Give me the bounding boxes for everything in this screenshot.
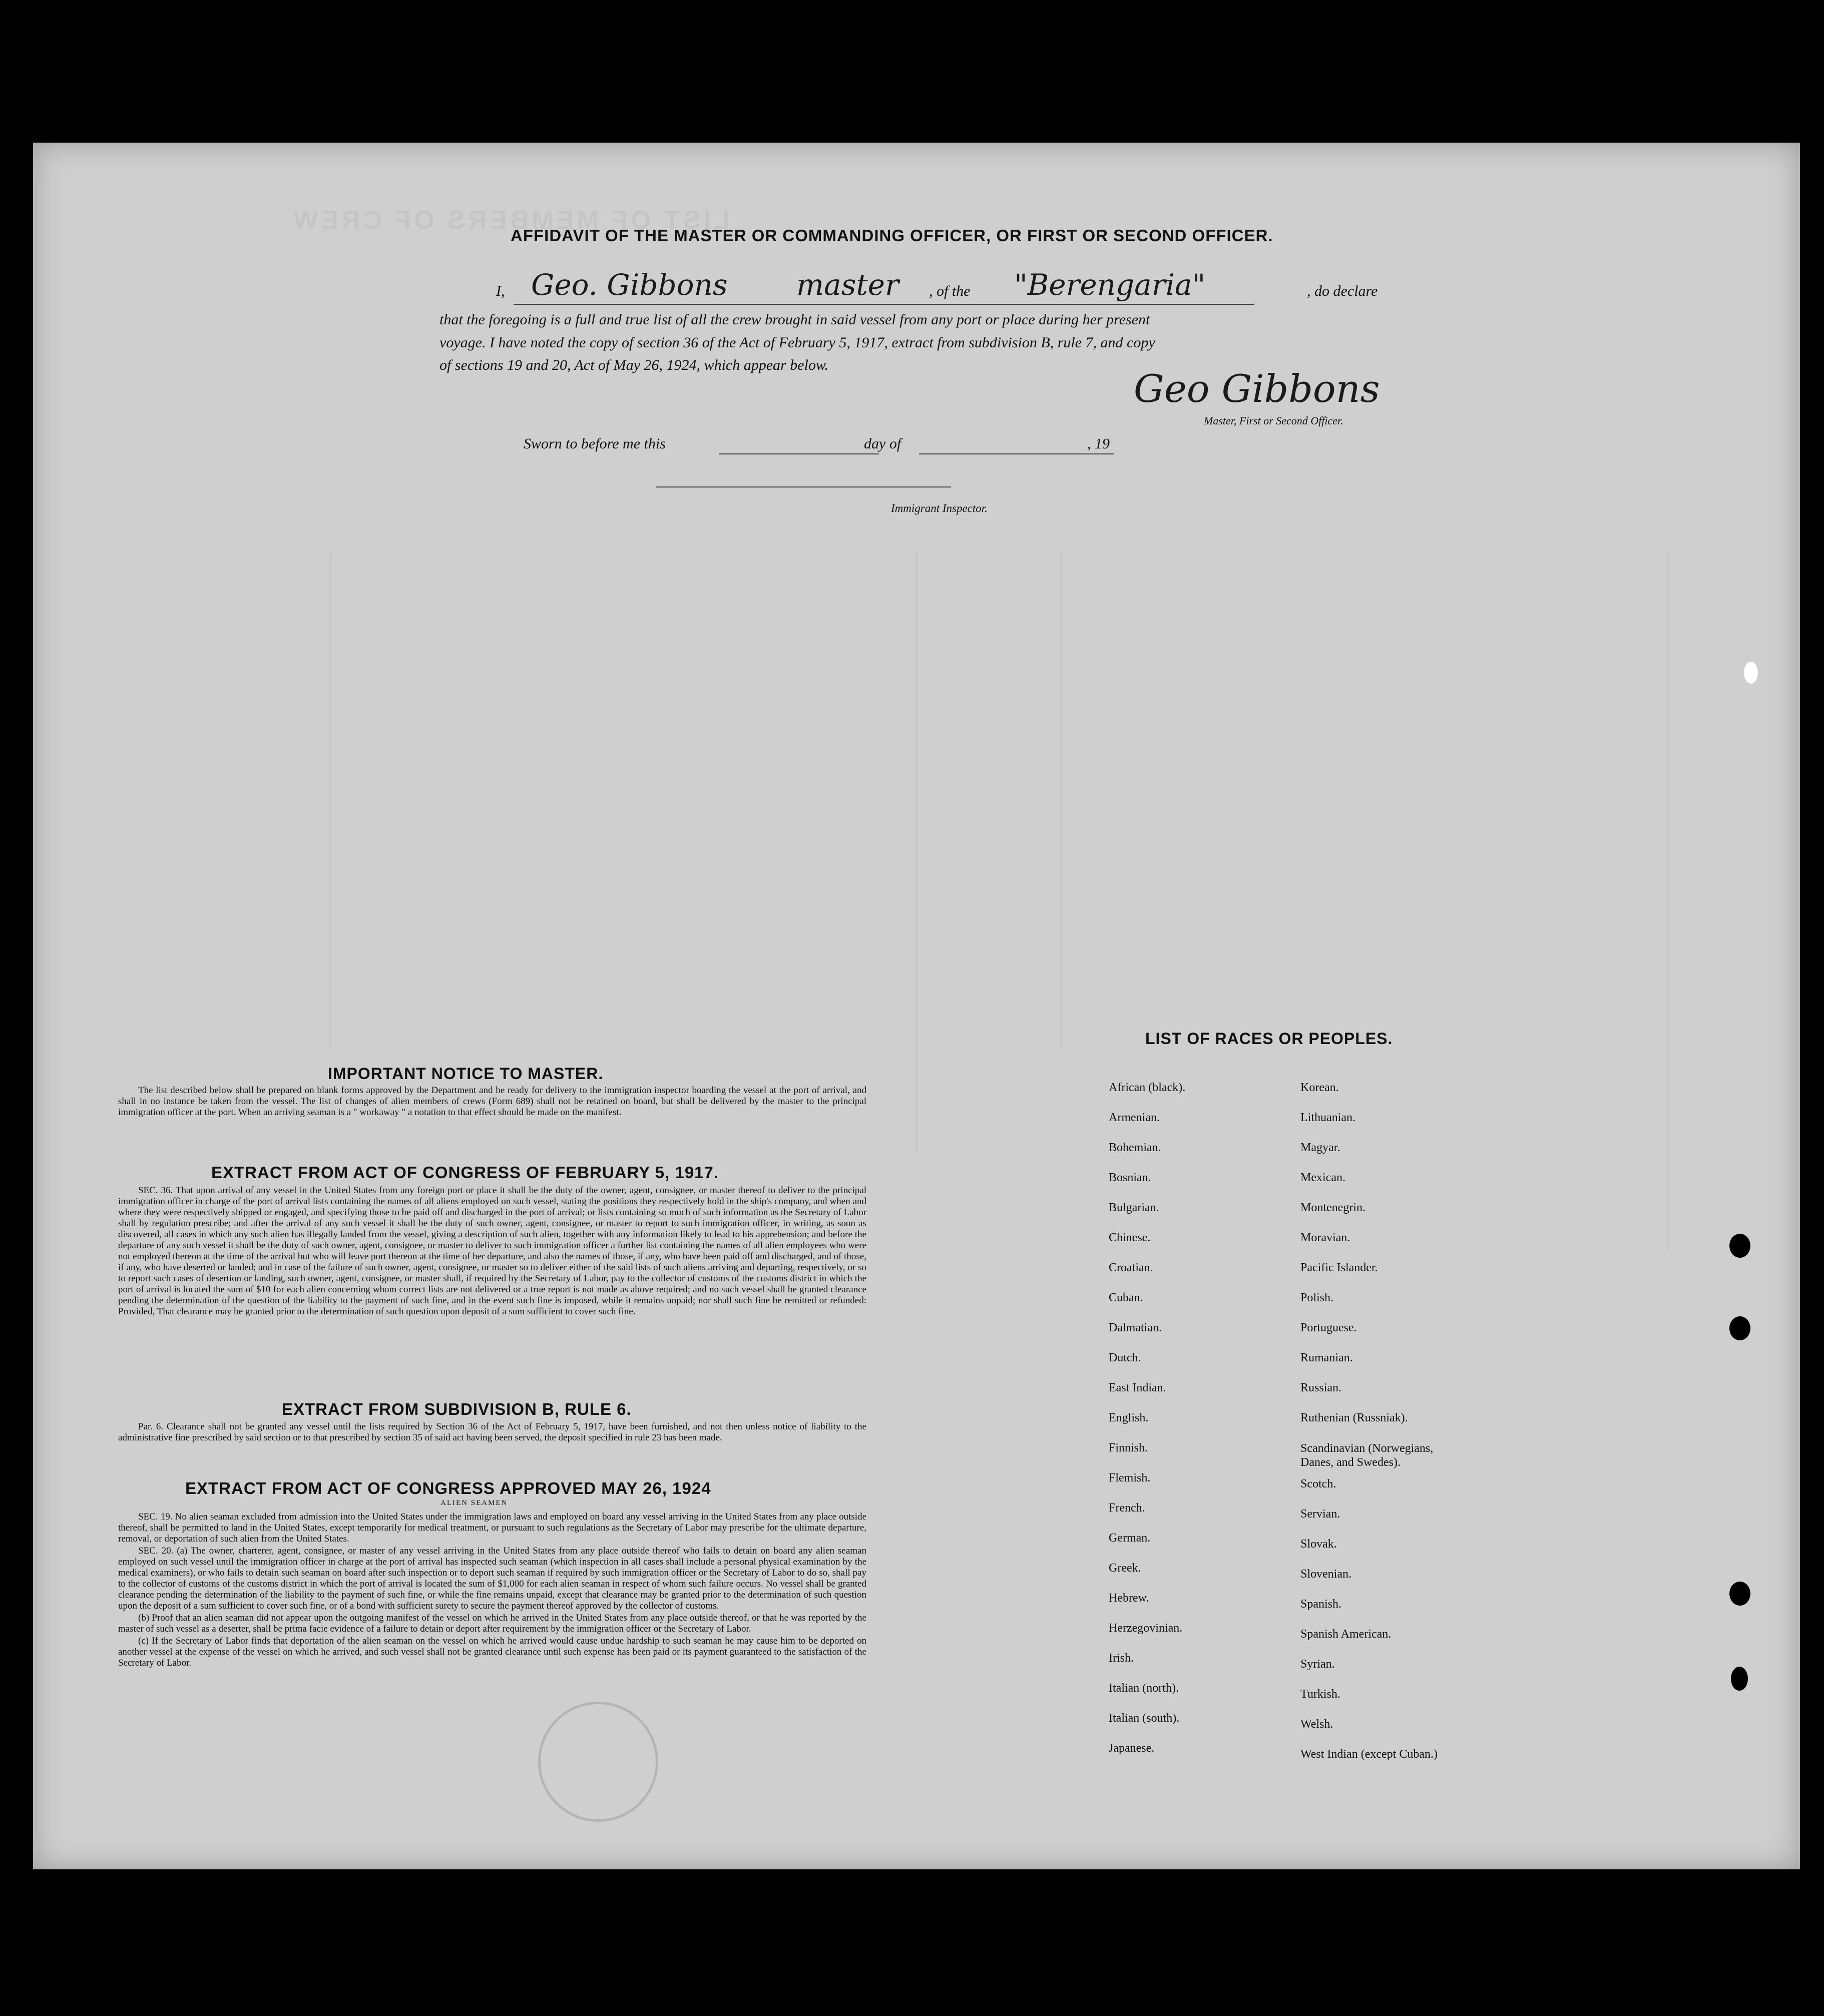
race-entry: East Indian. bbox=[1109, 1381, 1166, 1394]
race-entry: Japanese. bbox=[1109, 1742, 1155, 1755]
race-entry: Welsh. bbox=[1300, 1718, 1333, 1731]
race-entry: English. bbox=[1109, 1411, 1149, 1424]
race-entry: Korean. bbox=[1300, 1081, 1339, 1094]
race-entry: Spanish American. bbox=[1300, 1628, 1392, 1641]
affidavit-text-line3: of sections 19 and 20, Act of May 26, 1924, which appear below. bbox=[439, 357, 829, 373]
binder-hole bbox=[1731, 1667, 1748, 1691]
vessel-name-handwritten: "Berengaria" bbox=[1014, 268, 1206, 302]
section-20c-paragraph: (c) If the Secretary of Labor finds that deportation of the alien seaman on the vessel on which he arrived would cause undue hardship to such seaman he may cause him to be deported on another vessel at the expense of the vessel on which he arrived, and such vessel shall not be granted clearance until such expense has been paid or its payment guaranteed to the satisfaction of the Secretary of Labor. bbox=[118, 1636, 866, 1668]
notice-body bbox=[118, 1085, 866, 1119]
position-handwritten: master bbox=[796, 268, 899, 302]
extract-1924-title: EXTRACT FROM ACT OF CONGRESS APPROVED MAY 26, 1924 bbox=[185, 1479, 711, 1497]
race-entry: Greek. bbox=[1109, 1562, 1141, 1575]
race-entry: Slovenian. bbox=[1300, 1568, 1351, 1581]
binder-hole bbox=[1744, 662, 1758, 684]
race-entry: Magyar. bbox=[1300, 1141, 1340, 1154]
master-signature: Geo Gibbons bbox=[1134, 366, 1380, 411]
notice-paragraph: The list described below shall be prepared on blank forms approved by the Department and be ready for delivery to the immigration inspector boarding the vessel at the port of arrival, and shall in no instance be taken from the vessel. The list of changes of alien members of crews (Form 689) shall not be retained on board, but shall be delivered by the master to the principal immigration officer at the port. When an arriving seaman is a " workaway " a notation to that effect should be made on the manifest. bbox=[118, 1085, 866, 1118]
sworn-day-blank bbox=[719, 453, 879, 454]
i-label: I, bbox=[496, 283, 505, 299]
race-entry: Bulgarian. bbox=[1109, 1201, 1159, 1214]
race-entry: Herzegovinian. bbox=[1109, 1622, 1183, 1635]
vessel-line bbox=[1004, 304, 1254, 305]
extract-1917-body bbox=[118, 1185, 866, 1318]
rule-6-body bbox=[118, 1421, 866, 1444]
race-entry: Montenegrin. bbox=[1300, 1201, 1365, 1214]
race-entry: Portuguese. bbox=[1300, 1321, 1357, 1334]
binder-hole bbox=[1729, 1582, 1750, 1606]
section-20b-paragraph: (b) Proof that an alien seaman did not appear upon the outgoing manifest of the vessel on which he arrived in the United States from any place outside thereof, or that he was reported by the master of such vessel as a deserter, shall be prima facie evidence of a failure to detain or deport after requirement by the immigration officer or the Secretary of Labor. bbox=[118, 1613, 866, 1634]
race-entry: Rumanian. bbox=[1300, 1351, 1353, 1364]
notice-title: IMPORTANT NOTICE TO MASTER. bbox=[328, 1065, 604, 1083]
races-title: LIST OF RACES OR PEOPLES. bbox=[1145, 1030, 1393, 1048]
race-entry: Croatian. bbox=[1109, 1261, 1153, 1274]
bleed-through-heading: LIST OF MEMBERS OF CREW bbox=[290, 206, 730, 235]
race-entry: French. bbox=[1109, 1501, 1145, 1515]
sworn-label: Sworn to before me this bbox=[524, 435, 666, 452]
affidavit-first-line bbox=[438, 268, 1440, 308]
binder-hole bbox=[1729, 1234, 1750, 1258]
signature-caption: Master, First or Second Officer. bbox=[1204, 414, 1343, 427]
race-entry: Pacific Islander. bbox=[1300, 1261, 1378, 1274]
race-entry: Scotch. bbox=[1300, 1477, 1336, 1490]
race-entry: Slovak. bbox=[1300, 1538, 1337, 1551]
affidavit-text-line2: voyage. I have noted the copy of section 36 of the Act of February 5, 1917, extract from subdivision B, rule 7, and copy bbox=[439, 334, 1155, 351]
section-20a-paragraph: SEC. 20. (a) The owner, charterer, agent, consignee, or master of any vessel arriving in the United States from any place outside thereof who fails to detain on board any alien seaman employed on such vessel until the immigration officer in charge at the port of arrival has inspected such seaman (which inspection in all cases shall include a personal physical examination by the medical examiners), or who fails to detain such seaman on board after such inspection or to deport such seaman if required by such immigration officer or the Secretary of Labor to do so, shall pay to the collector of customs of the customs district in which the port of arrival is located the sum of $1,000 for each alien seaman in respect of whom such failure occurs. No vessel shall be granted clearance pending the determination of the liability to the payment of such fine, or while the fine remains unpaid, except that clearance may be granted prior to the determination of such question upon the deposit of a sum sufficient to cover such fine, or of a bond with sufficient surety to secure the payment thereof approved by the collector of customs. bbox=[118, 1546, 866, 1611]
rule-6-paragraph: Par. 6. Clearance shall not be granted any vessel until the lists required by Section 36 of the Act of February 5, 1917, have been furnished, and not then unless notice of liability to the administrative fine prescribed by said section or to that prescribed by section 35 of said act having been served, the deposit specified in rule 23 has been made. bbox=[118, 1421, 866, 1443]
rule-6-title: EXTRACT FROM SUBDIVISION B, RULE 6. bbox=[282, 1400, 632, 1418]
sworn-month-blank bbox=[919, 453, 1114, 454]
master-name-line bbox=[514, 304, 1039, 305]
race-entry: Irish. bbox=[1109, 1652, 1134, 1665]
race-entry: Italian (north). bbox=[1109, 1682, 1179, 1695]
affidavit-text-line1: that the foregoing is a full and true list of all the crew brought in said vessel from any port or place during her present bbox=[439, 311, 1150, 328]
extract-1924-body bbox=[118, 1511, 866, 1670]
inspector-caption: Immigrant Inspector. bbox=[891, 502, 988, 515]
section-19-paragraph: SEC. 19. No alien seaman excluded from admission into the United States under the immigration laws and employed on board any vessel arriving in the United States from any place outside thereof, shall be permitted to land in the United States, except temporarily for medical treatment, or pursuant to such regulations as the Secretary of Labor may prescribe for the ultimate departure, removal, or deportation of such alien from the United States. bbox=[118, 1511, 866, 1544]
of-the-label: , of the bbox=[929, 283, 971, 299]
bleed-rule-2 bbox=[916, 551, 917, 1151]
race-entry: Bohemian. bbox=[1109, 1141, 1161, 1154]
binder-hole bbox=[1729, 1316, 1750, 1340]
race-entry: Armenian. bbox=[1109, 1111, 1160, 1124]
inspector-signature-line bbox=[656, 486, 951, 487]
faint-stamp bbox=[538, 1702, 658, 1822]
race-entry: Moravian. bbox=[1300, 1231, 1350, 1244]
race-entry: Scandinavian (Norwegians, Danes, and Swedes). bbox=[1300, 1442, 1434, 1469]
affidavit-title: AFFIDAVIT OF THE MASTER OR COMMANDING OFFICER, OR FIRST OR SECOND OFFICER. bbox=[511, 226, 1273, 245]
race-entry: African (black). bbox=[1109, 1081, 1186, 1094]
race-entry: Chinese. bbox=[1109, 1231, 1151, 1244]
section-36-paragraph: SEC. 36. That upon arrival of any vessel in the United States from any foreign port or place it shall be the duty of the owner, agent, consignee, or master thereof to deliver to the principal immigration officer in charge of the port of arrival lists containing the names of all aliens employed on such vessel, stating the positions they respectively hold in the ship's company, and when and where they were respectively shipped or engaged, and specifying those to be paid off and discharged in the port of arrival; or lists containing so much of such information as the Secretary of Labor shall by regulation prescribe; and after the arrival of any such vessel it shall be the duty of such owner, agent, consignee, or master to report to such immigration officer, in writing, as soon as discovered, all cases in which any such alien has illegally landed from the vessel, giving a description of such alien, together with any information likely to lead to his apprehension; and before the departure of any such vessel it shall be the duty of such owner, agent, consignee, or master to deliver to such immigration officer a further list containing the names of all alien employees who were not employed thereon at the time of the arrival but who will leave port thereon at the time of her departure, and also the names of those, if any, who have been paid off and discharged, and of those, if any, who have deserted or landed; and in case of the failure of such owner, agent, consignee, or master so to deliver either of the said lists of such aliens arriving and departing, respectively, or so to report such cases of desertion or landing, such owner, agent, consignee, or master shall, if required by the Secretary of Labor, pay to the collector of customs of the customs district in which the port of arrival is located the sum of $10 for each alien concerning whom correct lists are not delivered or a true report is not made as above required; and no such vessel shall be granted clearance pending the determination of the question of the liability to the payment of such fine, and in the event such fine is imposed, while it remains unpaid; nor shall such fine be remitted or refunded: Provided, That clearance may be granted prior to the determination of such question upon deposit of a sum sufficient to cover such fine. bbox=[118, 1185, 866, 1317]
year-label: , 19 bbox=[1087, 435, 1110, 452]
alien-seamen-subtitle: ALIEN SEAMEN bbox=[440, 1499, 508, 1507]
race-entry: Syrian. bbox=[1300, 1658, 1335, 1671]
do-declare-label: , do declare bbox=[1307, 283, 1378, 299]
bleed-rule-1 bbox=[330, 551, 331, 1051]
race-entry: Dalmatian. bbox=[1109, 1321, 1162, 1334]
race-entry: Dutch. bbox=[1109, 1351, 1141, 1364]
bleed-rule-4 bbox=[1667, 551, 1668, 1251]
race-entry: Hebrew. bbox=[1109, 1592, 1149, 1605]
race-entry: Servian. bbox=[1300, 1507, 1340, 1521]
race-entry: Cuban. bbox=[1109, 1291, 1143, 1304]
race-entry: Mexican. bbox=[1300, 1171, 1345, 1184]
day-of-label: day of bbox=[864, 435, 901, 452]
race-entry: Spanish. bbox=[1300, 1598, 1342, 1611]
extract-1917-title: EXTRACT FROM ACT OF CONGRESS OF FEBRUARY 5, 1917. bbox=[211, 1163, 719, 1182]
race-entry: West Indian (except Cuban.) bbox=[1300, 1748, 1438, 1761]
bleed-rule-3 bbox=[1061, 551, 1062, 1051]
sworn-line bbox=[524, 435, 1174, 460]
race-entry: Italian (south). bbox=[1109, 1712, 1180, 1725]
race-entry: Turkish. bbox=[1300, 1688, 1340, 1701]
race-entry: Bosnian. bbox=[1109, 1171, 1151, 1184]
race-entry: Finnish. bbox=[1109, 1441, 1148, 1454]
race-entry: Polish. bbox=[1300, 1291, 1334, 1304]
race-entry: Ruthenian (Russniak). bbox=[1300, 1411, 1408, 1424]
race-entry: Russian. bbox=[1300, 1381, 1342, 1394]
race-entry: Lithuanian. bbox=[1300, 1111, 1355, 1124]
race-entry: German. bbox=[1109, 1532, 1151, 1545]
master-name-handwritten: Geo. Gibbons bbox=[531, 268, 728, 302]
race-entry: Flemish. bbox=[1109, 1471, 1151, 1484]
